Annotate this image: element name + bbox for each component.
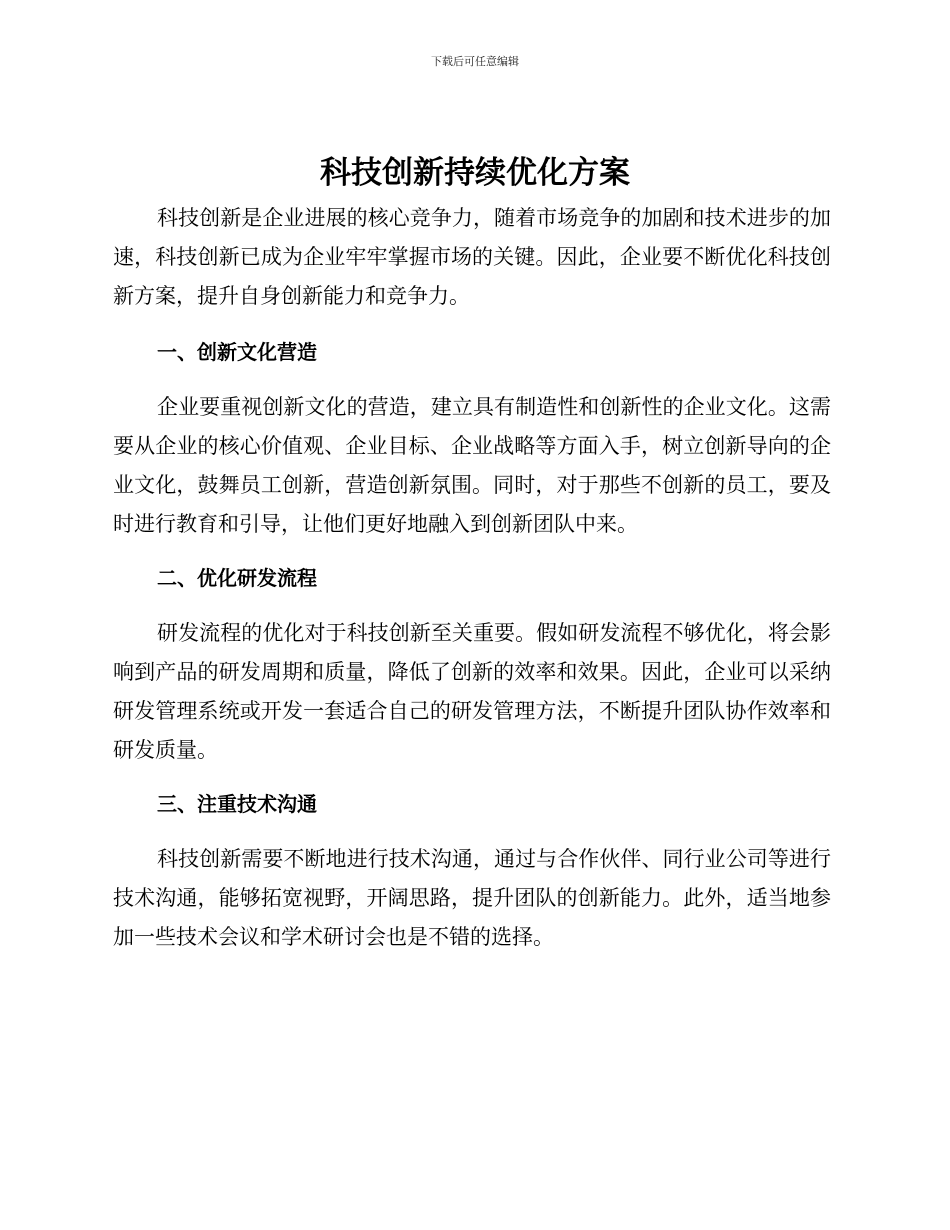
document-title: 科技创新持续优化方案 <box>320 155 630 191</box>
section-heading: 一、创新文化营造 <box>157 340 317 364</box>
page-header-note: 下载后可任意编辑 <box>431 55 519 68</box>
section-rd-process <box>113 562 831 770</box>
section-tech-communication <box>113 788 831 957</box>
section-culture <box>113 336 831 544</box>
section-heading: 三、注重技术沟通 <box>157 792 317 816</box>
document-body <box>113 199 831 975</box>
section-paragraph: 研发流程的优化对于科技创新至关重要。假如研发流程不够优化，将会影响到产品的研发周期和质量，降低了创新的效率和效果。因此，企业可以采纳研发管理系统或开发一套适合自己的研发管理方法，不断提升团队协作效率和研发质量。 <box>113 621 831 762</box>
section-paragraph: 企业要重视创新文化的营造，建立具有制造性和创新性的企业文化。这需要从企业的核心价值观、企业目标、企业战略等方面入手，树立创新导向的企业文化，鼓舞员工创新，营造创新氛围。同时，对于那些不创新的员工，要及时进行教育和引导，让他们更好地融入到创新团队中来。 <box>113 395 831 536</box>
section-paragraph: 科技创新需要不断地进行技术沟通，通过与合作伙伴、同行业公司等进行技术沟通，能够拓宽视野，开阔思路，提升团队的创新能力。此外，适当地参加一些技术会议和学术研讨会也是不错的选择。 <box>113 847 831 949</box>
intro-paragraph: 科技创新是企业进展的核心竞争力，随着市场竞争的加剧和技术进步的加速，科技创新已成为企业牢牢掌握市场的关键。因此，企业要不断优化科技创新方案，提升自身创新能力和竞争力。 <box>113 206 831 308</box>
section-heading: 二、优化研发流程 <box>157 566 317 590</box>
